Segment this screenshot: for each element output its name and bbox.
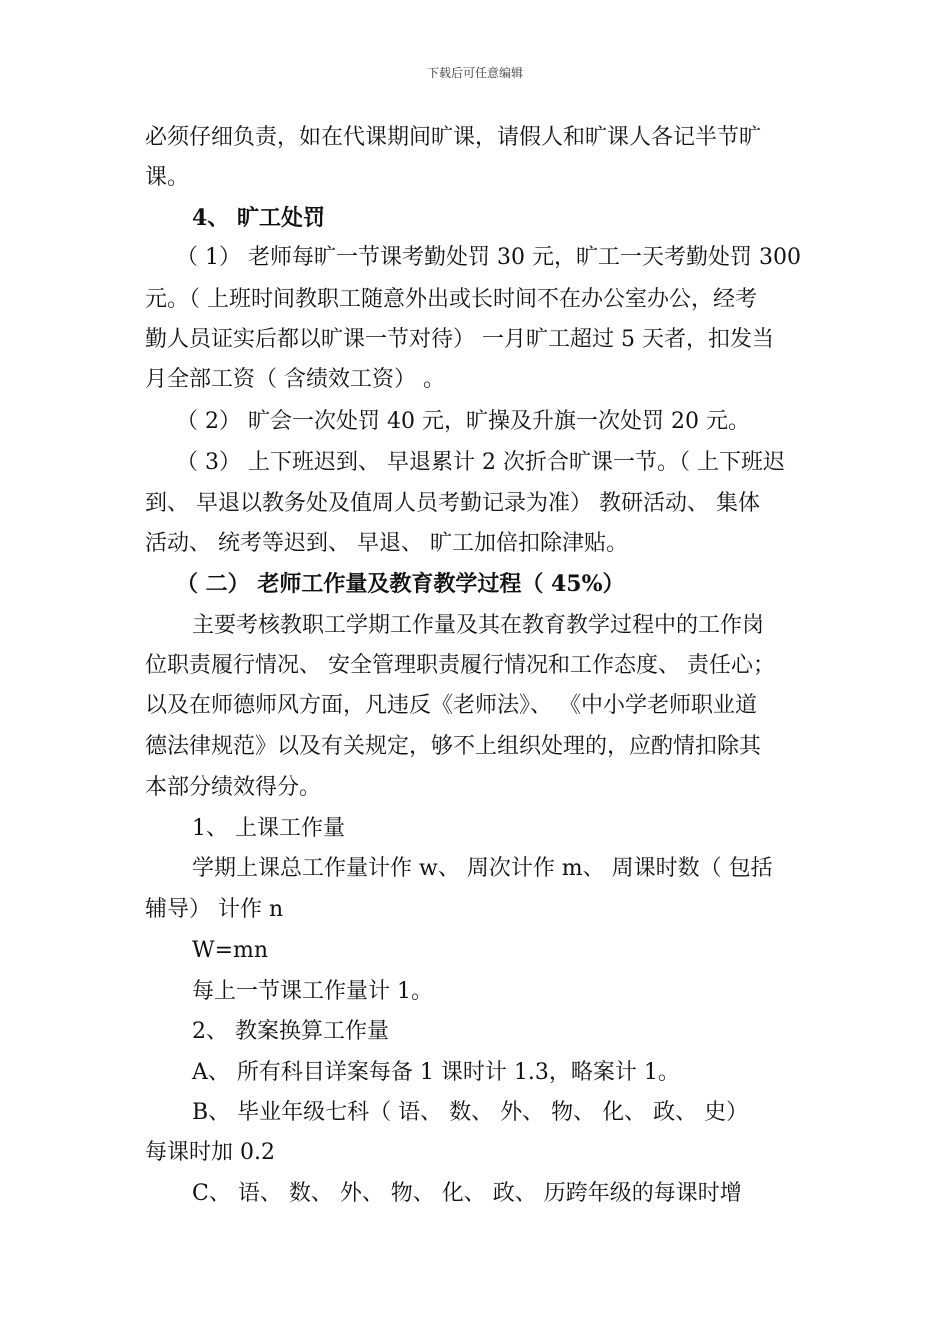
text-line: （ 2） 旷会一次处罚 40 元，旷操及升旗一次处罚 20 元。 bbox=[176, 409, 750, 434]
subsection-heading: 2、 教案换算工作量 bbox=[192, 1019, 389, 1044]
text-line: C、 语、 数、 外、 物、 化、 政、 历跨年级的每课时增 bbox=[192, 1181, 742, 1206]
text-line: 必须仔细负责，如在代课期间旷课，请假人和旷课人各记半节旷 bbox=[145, 125, 762, 150]
text-line: 元。（ 上班时间教职工随意外出或长时间不在办公室办公，经考 bbox=[145, 287, 757, 312]
text-line: B、 毕业年级七科（ 语、 数、 外、 物、 化、 政、 史） bbox=[192, 1100, 749, 1125]
text-line: 课。 bbox=[145, 165, 190, 190]
text-line: 主要考核教职工学期工作量及其在教育教学过程中的工作岗 bbox=[192, 613, 765, 638]
text-line: 活动、 统考等迟到、 早退、 旷工加倍扣除津贴。 bbox=[145, 531, 628, 556]
text-line: 每上一节课工作量计 1。 bbox=[192, 979, 433, 1004]
text-line: 学期上课总工作量计作 w、 周次计作 m、 周课时数（ 包括 bbox=[192, 856, 773, 881]
page-header: 下载后可任意编辑 bbox=[426, 66, 523, 80]
section-heading: 4、 旷工处罚 bbox=[192, 205, 325, 231]
text-line: 辅导） 计作 n bbox=[145, 897, 284, 922]
text-line: 到、 早退以教务处及值周人员考勤记录为准） 教研活动、 集体 bbox=[145, 491, 760, 516]
text-line: （ 3） 上下班迟到、 早退累计 2 次折合旷课一节。（ 上下班迟 bbox=[176, 450, 785, 475]
formula: W=mn bbox=[192, 938, 269, 963]
text-line: 每课时加 0.2 bbox=[145, 1140, 275, 1165]
text-line: 本部分绩效得分。 bbox=[145, 775, 322, 800]
subsection-heading: 1、 上课工作量 bbox=[192, 816, 345, 841]
text-line: A、 所有科目详案每备 1 课时计 1.3，略案计 1。 bbox=[192, 1060, 680, 1085]
text-line: 勤人员证实后都以旷课一节对待） 一月旷工超过 5 天者，扣发当 bbox=[145, 327, 774, 352]
section-heading: （ 二） 老师工作量及教育教学过程（ 45%） bbox=[176, 571, 625, 597]
text-line: 位职责履行情况、 安全管理职责履行情况和工作态度、 责任心； bbox=[145, 653, 775, 678]
text-line: 德法律规范》以及有关规定，够不上组织处理的，应酌情扣除其 bbox=[145, 734, 762, 759]
text-line: 月全部工资（ 含绩效工资） 。 bbox=[145, 367, 445, 392]
text-line: （ 1） 老师每旷一节课考勤处罚 30 元，旷工一天考勤处罚 300 bbox=[176, 245, 801, 270]
text-line: 以及在师德师风方面，凡违反《老师法》、 《中小学老师职业道 bbox=[145, 693, 757, 718]
